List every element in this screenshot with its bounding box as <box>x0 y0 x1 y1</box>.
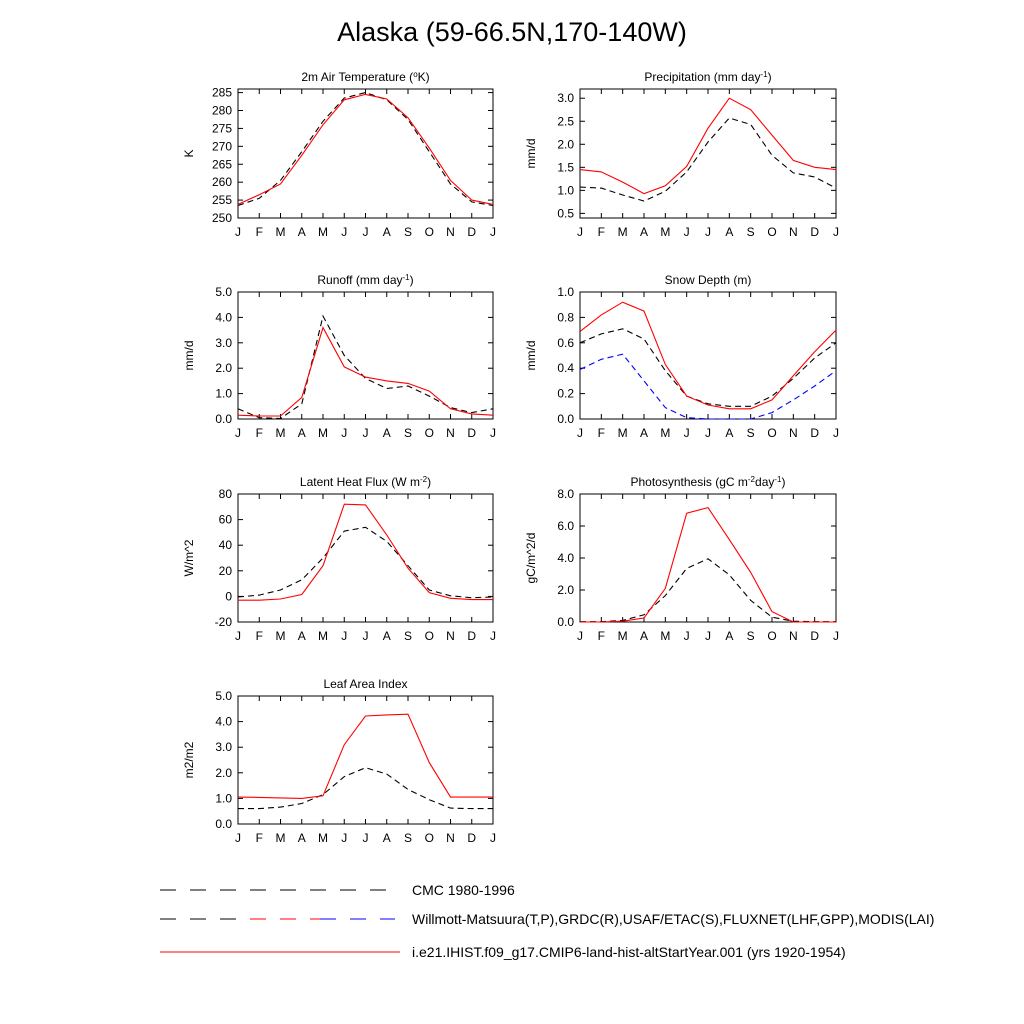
x-tick-label: A <box>725 426 734 440</box>
x-tick-label: J <box>341 426 348 440</box>
x-tick-label: N <box>788 225 798 239</box>
plot-frame <box>238 494 493 622</box>
x-tick-label: N <box>446 831 455 845</box>
x-tick-label: N <box>446 225 455 239</box>
x-tick-label: J <box>705 225 711 239</box>
y-axis-label: K <box>182 149 196 158</box>
y-tick-label: 280 <box>211 103 232 118</box>
y-tick-label: 5.0 <box>215 689 232 703</box>
x-tick-label: M <box>318 831 328 845</box>
x-tick-label: A <box>725 629 734 643</box>
x-tick-label: J <box>705 629 711 643</box>
legend <box>160 882 934 960</box>
x-tick-label: M <box>318 426 328 440</box>
x-tick-label: M <box>318 629 328 643</box>
x-tick-label: A <box>297 225 306 239</box>
y-axis-label: m2/m2 <box>182 741 196 779</box>
series-line-obs <box>238 93 493 206</box>
y-tick-label: 270 <box>211 139 232 154</box>
y-tick-label: 1.0 <box>557 183 574 198</box>
y-tick-label: 5.0 <box>215 285 232 299</box>
x-tick-label: N <box>788 426 798 440</box>
x-tick-label: S <box>746 225 755 239</box>
x-tick-label: A <box>382 225 391 239</box>
series-line-obs <box>238 316 493 418</box>
legend-item <box>160 944 846 960</box>
x-tick-label: M <box>275 426 286 440</box>
x-tick-label: F <box>255 426 263 440</box>
y-tick-label: 2.0 <box>215 765 232 780</box>
legend-item <box>160 882 515 898</box>
y-tick-label: 40 <box>218 538 232 553</box>
x-tick-label: S <box>746 629 755 643</box>
y-tick-label: 0.6 <box>557 335 574 350</box>
y-tick-label: 4.0 <box>557 551 574 565</box>
chart-panel-5 <box>182 475 496 644</box>
y-tick-label: 4.0 <box>215 714 232 729</box>
y-tick-label: 275 <box>211 121 232 136</box>
x-tick-label: O <box>424 426 434 440</box>
x-tick-label: M <box>275 831 286 845</box>
x-tick-label: J <box>490 426 496 440</box>
x-tick-label: J <box>235 426 241 440</box>
x-tick-label: M <box>617 426 628 440</box>
y-tick-label: 0.4 <box>557 361 574 376</box>
chart-panel-3 <box>182 273 496 441</box>
x-tick-label: D <box>467 629 477 643</box>
x-tick-label: J <box>235 629 241 643</box>
x-tick-label: M <box>660 629 671 643</box>
panel-title: Snow Depth (m) <box>664 273 752 287</box>
y-tick-label: -20 <box>214 615 232 629</box>
x-tick-label: J <box>577 225 583 239</box>
legend-label: i.e21.IHIST.f09_g17.CMIP6-land-hist-altStartYear.001 (yrs 1920-1954) <box>412 944 846 960</box>
y-tick-label: 1.0 <box>215 791 232 806</box>
x-tick-label: O <box>424 831 434 845</box>
y-tick-label: 4.0 <box>215 310 232 325</box>
chart-panel-6 <box>524 475 839 644</box>
panel-title: Latent Heat Flux (W $m^{-2}$) <box>299 474 432 489</box>
y-tick-label: 0.0 <box>557 412 574 426</box>
x-tick-label: N <box>446 629 455 643</box>
y-tick-label: 0.0 <box>215 412 232 426</box>
x-tick-label: A <box>297 426 306 440</box>
x-tick-label: F <box>255 225 263 239</box>
y-tick-label: 0.2 <box>557 386 574 401</box>
panel-title: Leaf Area Index <box>323 677 408 691</box>
panel-title: Runoff (mm day$^{-1}$) <box>317 272 414 287</box>
y-tick-label: 0.5 <box>557 206 574 221</box>
x-tick-label: S <box>403 831 413 845</box>
x-tick-label: F <box>255 629 263 643</box>
y-tick-label: 1.5 <box>557 160 574 175</box>
x-tick-label: J <box>577 629 583 643</box>
x-tick-label: J <box>362 225 369 239</box>
x-tick-label: A <box>639 426 649 440</box>
x-tick-label: J <box>683 426 690 440</box>
series-line-model <box>580 508 836 622</box>
y-tick-label: 3.0 <box>215 335 232 350</box>
x-tick-label: S <box>746 426 755 440</box>
x-tick-label: D <box>810 629 820 643</box>
x-tick-label: J <box>341 831 348 845</box>
y-axis-label: mm/d <box>524 340 538 371</box>
x-tick-label: A <box>639 225 649 239</box>
panel-title: Photosynthesis (gC $m^{-2}day^{-1}$) <box>630 474 786 489</box>
y-tick-label: 8.0 <box>557 487 574 501</box>
series-line-model <box>238 328 493 416</box>
x-tick-label: J <box>235 831 241 845</box>
y-tick-label: 250 <box>211 211 232 225</box>
x-tick-label: F <box>597 426 606 440</box>
legend-label: CMC 1980-1996 <box>412 882 515 898</box>
y-tick-label: 285 <box>211 85 232 100</box>
x-tick-label: J <box>833 629 839 643</box>
x-tick-label: J <box>490 629 496 643</box>
y-axis-label: mm/d <box>524 138 538 169</box>
x-tick-label: M <box>318 225 328 239</box>
x-tick-label: O <box>767 629 777 643</box>
y-tick-label: 60 <box>218 512 232 527</box>
x-tick-label: A <box>639 629 649 643</box>
series-line-obs <box>580 559 836 622</box>
x-tick-label: J <box>362 831 369 845</box>
x-tick-label: A <box>382 629 391 643</box>
y-axis-label: gC/m^2/d <box>524 532 538 584</box>
x-tick-label: O <box>424 225 434 239</box>
x-tick-label: S <box>403 426 413 440</box>
y-axis-label: mm/d <box>182 340 196 371</box>
x-tick-label: J <box>235 225 241 239</box>
x-tick-label: D <box>467 426 477 440</box>
x-tick-label: J <box>833 225 839 239</box>
x-tick-label: D <box>467 831 477 845</box>
y-tick-label: 0.8 <box>557 310 574 325</box>
x-tick-label: J <box>341 629 348 643</box>
x-tick-label: F <box>255 831 263 845</box>
x-tick-label: M <box>660 426 671 440</box>
series-line-model <box>580 98 836 193</box>
y-tick-label: 2.0 <box>557 137 574 152</box>
x-tick-label: J <box>833 426 839 440</box>
series-line-obs <box>580 118 836 201</box>
series-line-cmc <box>580 329 836 407</box>
legend-item <box>160 911 934 927</box>
y-tick-label: 2.0 <box>215 361 232 376</box>
figure-title: Alaska (59-66.5N,170-140W) <box>337 17 687 47</box>
x-tick-label: A <box>382 426 391 440</box>
x-tick-label: A <box>297 831 306 845</box>
y-tick-label: 6.0 <box>557 519 574 533</box>
plot-frame <box>238 89 493 218</box>
plot-frame <box>238 696 493 824</box>
x-tick-label: F <box>597 225 606 239</box>
x-tick-label: S <box>403 225 413 239</box>
y-tick-label: 3.0 <box>215 740 232 755</box>
y-tick-label: 255 <box>211 193 232 208</box>
y-tick-label: 20 <box>218 563 232 578</box>
legend-label: Willmott-Matsuura(T,P),GRDC(R),USAF/ETAC(S),FLUXNET(LHF,GPP),MODIS(LAI) <box>412 911 935 927</box>
plot-frame <box>238 292 493 419</box>
chart-panel-2 <box>524 70 839 240</box>
y-axis-label: W/m^2 <box>182 539 196 577</box>
x-tick-label: S <box>403 629 413 643</box>
x-tick-label: J <box>577 426 583 440</box>
chart-panel-7 <box>182 677 496 845</box>
x-tick-label: A <box>725 225 734 239</box>
x-tick-label: J <box>490 225 496 239</box>
x-tick-label: J <box>490 831 496 845</box>
chart-panel-1 <box>182 70 496 240</box>
y-tick-label: 2.0 <box>557 583 574 597</box>
panel-title: 2m Air Temperature ($^o$K) <box>301 69 430 84</box>
x-tick-label: M <box>617 225 628 239</box>
y-tick-label: 260 <box>211 175 232 190</box>
x-tick-label: J <box>341 225 348 239</box>
series-line-obs <box>238 527 493 597</box>
x-tick-label: O <box>424 629 434 643</box>
x-tick-label: M <box>660 225 671 239</box>
y-tick-label: 265 <box>211 157 232 172</box>
series-line-obs_alt <box>580 354 836 419</box>
plot-frame <box>580 89 836 218</box>
y-tick-label: 0 <box>225 589 232 604</box>
x-tick-label: A <box>382 831 391 845</box>
y-tick-label: 0.0 <box>215 817 232 831</box>
x-tick-label: D <box>467 225 477 239</box>
x-tick-label: J <box>362 426 369 440</box>
y-tick-label: 2.5 <box>557 114 574 129</box>
series-line-model <box>238 714 493 798</box>
x-tick-label: J <box>362 629 369 643</box>
x-tick-label: J <box>705 426 711 440</box>
x-tick-label: J <box>683 629 690 643</box>
x-tick-label: M <box>275 629 286 643</box>
x-tick-label: N <box>446 426 455 440</box>
x-tick-label: M <box>275 225 286 239</box>
x-tick-label: A <box>297 629 306 643</box>
series-line-obs <box>238 768 493 809</box>
x-tick-label: N <box>788 629 798 643</box>
y-tick-label: 0.0 <box>557 615 574 629</box>
panel-title: Precipitation (mm day$^{-1}$) <box>644 69 772 84</box>
x-tick-label: O <box>767 426 777 440</box>
x-tick-label: D <box>810 225 820 239</box>
y-tick-label: 1.0 <box>557 285 574 299</box>
x-tick-label: J <box>683 225 690 239</box>
x-tick-label: D <box>810 426 820 440</box>
series-line-model <box>238 504 493 600</box>
y-tick-label: 1.0 <box>215 386 232 401</box>
y-tick-label: 3.0 <box>557 91 574 106</box>
x-tick-label: M <box>617 629 628 643</box>
y-tick-label: 80 <box>218 487 232 501</box>
plot-frame <box>580 494 836 622</box>
chart-panel-4 <box>524 273 839 440</box>
x-tick-label: F <box>597 629 606 643</box>
x-tick-label: O <box>767 225 777 239</box>
